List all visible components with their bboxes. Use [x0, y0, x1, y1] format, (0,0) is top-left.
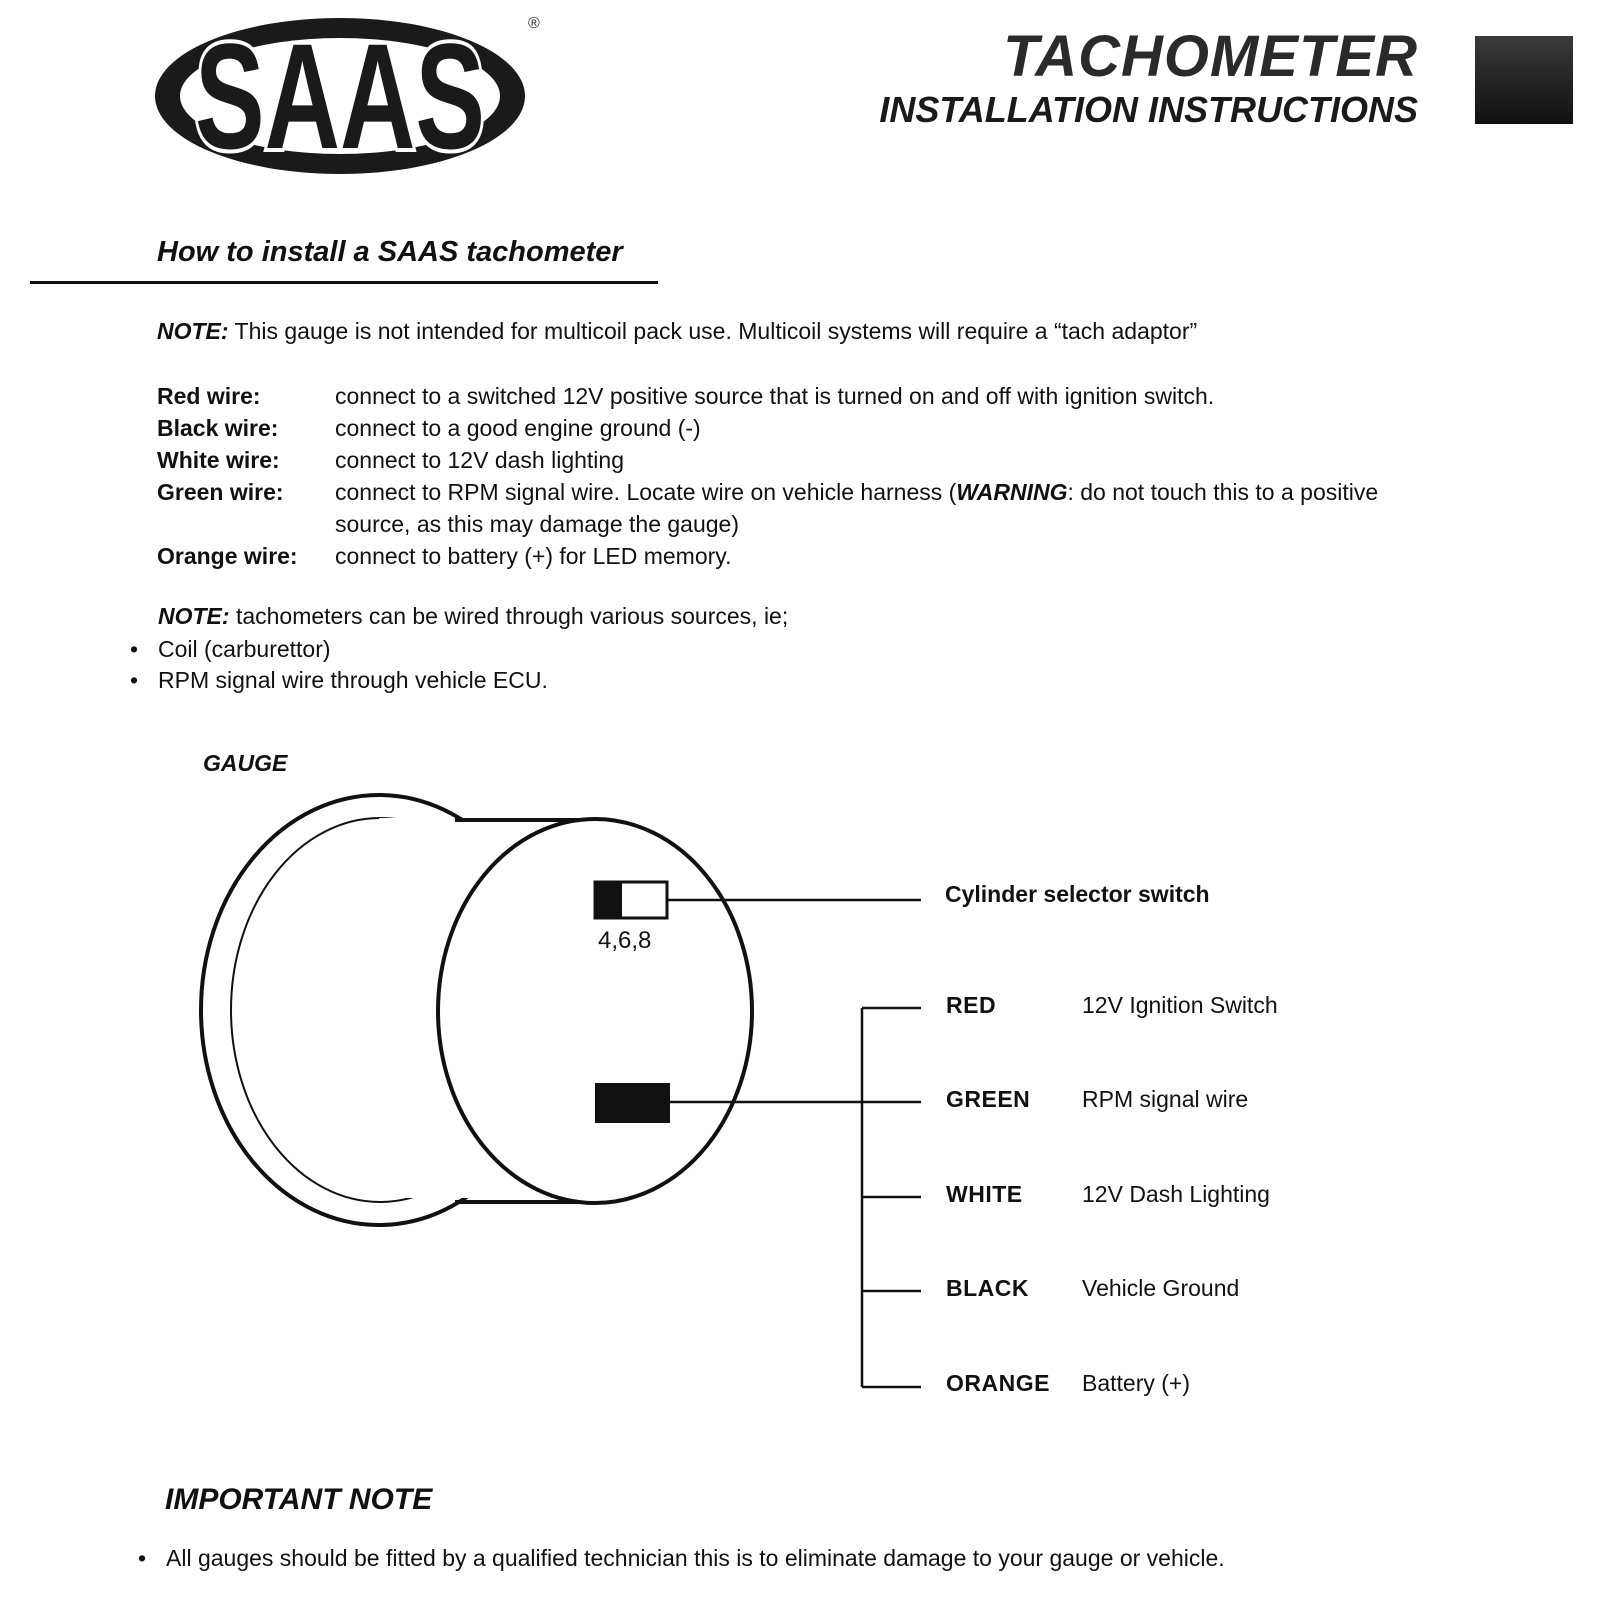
note-sources	[158, 603, 788, 630]
wire-desc-green	[335, 476, 1447, 540]
switch-values: 4,6,8	[598, 927, 652, 954]
switch-label: Cylinder selector switch	[945, 881, 1210, 907]
wire-desc-black: connect to a good engine ground (-)	[335, 415, 701, 441]
wire-row-black	[157, 412, 1447, 444]
note-label: NOTE:	[157, 318, 229, 344]
wire-connector	[595, 1083, 670, 1123]
list-item: • Coil (carburettor)	[130, 634, 548, 665]
note-multicoil	[157, 318, 1197, 345]
wire-name-orange: Orange wire:	[157, 543, 298, 569]
connection-color-orange: ORANGE	[946, 1370, 1050, 1396]
wire-name-red: Red wire:	[157, 383, 261, 409]
warning-label: WARNING	[956, 479, 1068, 505]
wire-row-green	[157, 476, 1447, 540]
connection-function-white: 12V Dash Lighting	[1082, 1181, 1270, 1207]
wire-row-orange	[157, 540, 1447, 572]
wire-row-white	[157, 444, 1447, 476]
connection-color-white: WHITE	[946, 1181, 1023, 1207]
gauge-face	[438, 819, 752, 1203]
sources-list	[130, 634, 548, 696]
wire-name-green: Green wire:	[157, 479, 284, 505]
document-title: TACHOMETER	[1003, 24, 1418, 89]
section-title: How to install a SAAS tachometer	[157, 236, 623, 268]
wire-instructions	[157, 380, 1447, 572]
connection-color-black: BLACK	[946, 1275, 1029, 1301]
title-accent-block	[1475, 36, 1573, 124]
wire-row-red	[157, 380, 1447, 412]
connection-function-red: 12V Ignition Switch	[1082, 992, 1278, 1018]
gauge-label: GAUGE	[203, 750, 288, 776]
wire-desc-red: connect to a switched 12V positive source that is turned on and off with ignition switch.	[335, 383, 1215, 409]
wire-desc-green-post: : do not touch this to a positive source, as this may damage the gauge)	[335, 479, 1379, 537]
list-item: • All gauges should be fitted by a qualified technician this is to eliminate damage to your gauge or vehicle.	[138, 1545, 1225, 1572]
note-text: tachometers can be wired through various sources, ie;	[229, 603, 789, 629]
wire-name-black: Black wire:	[157, 415, 279, 441]
note-label: NOTE:	[158, 603, 230, 629]
svg-text:®: ®	[528, 15, 540, 32]
wire-desc-orange: connect to battery (+) for LED memory.	[335, 543, 732, 569]
connection-function-orange: Battery (+)	[1082, 1370, 1191, 1396]
wire-desc-white: connect to 12V dash lighting	[335, 447, 624, 473]
wiring-diagram	[0, 760, 1600, 1440]
saas-logo	[150, 8, 540, 183]
svg-text:SAAS: SAAS	[195, 12, 485, 180]
section-rule	[30, 281, 658, 284]
connection-function-black: Vehicle Ground	[1082, 1275, 1240, 1301]
wire-desc-green-pre: connect to RPM signal wire. Locate wire on vehicle harness (	[335, 479, 957, 505]
important-note-title: IMPORTANT NOTE	[165, 1483, 433, 1516]
document-subtitle: INSTALLATION INSTRUCTIONS	[879, 89, 1418, 130]
list-item: • RPM signal wire through vehicle ECU.	[130, 665, 548, 696]
wire-name-white: White wire:	[157, 447, 280, 473]
connection-color-green: GREEN	[946, 1086, 1031, 1112]
connection-function-green: RPM signal wire	[1082, 1086, 1249, 1112]
connection-color-red: RED	[946, 992, 997, 1018]
note-text: This gauge is not intended for multicoil pack use. Multicoil systems will require a “tach adaptor”	[228, 318, 1198, 344]
cylinder-switch-knob	[595, 882, 622, 918]
